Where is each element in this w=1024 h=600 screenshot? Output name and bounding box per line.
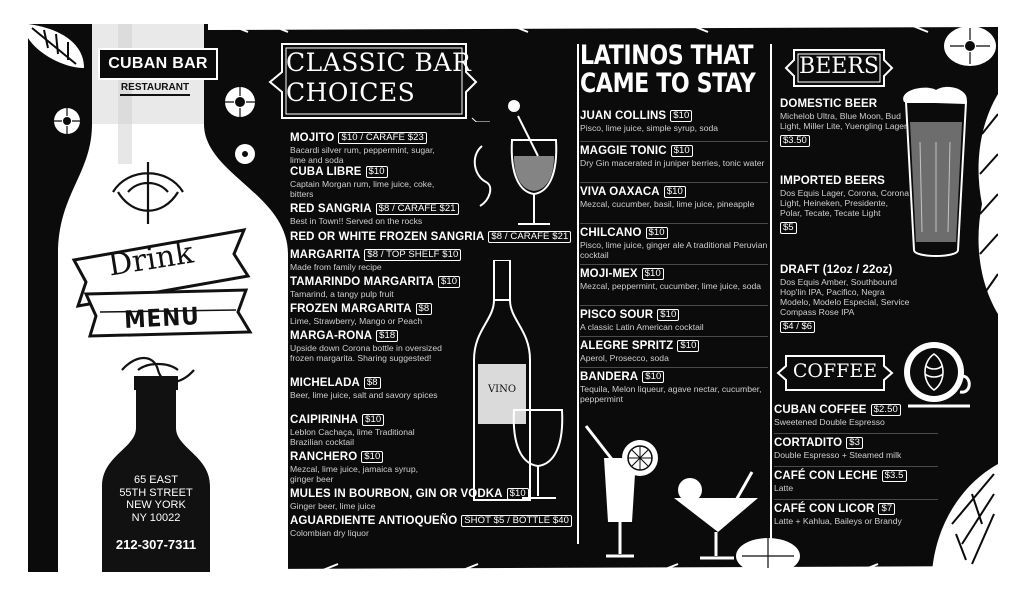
price-tag: $8 / TOP SHELF $10 bbox=[364, 249, 461, 261]
item-name: IMPORTED BEERS bbox=[780, 175, 885, 187]
item-desc: Mezcal, lime juice, jamaica syrup, ginger beer bbox=[290, 464, 418, 484]
flourish-ornament-icon bbox=[108, 162, 188, 224]
item-desc: Tequila, Melon liqueur, agave nectar, cucumber, peppermint bbox=[580, 384, 762, 404]
beers-title: BEERS bbox=[799, 54, 879, 79]
item-desc: Best in Town!! Served on the rocks bbox=[290, 216, 423, 226]
wine-bottle-icon bbox=[468, 260, 568, 510]
beer-group bbox=[780, 175, 910, 264]
price-tag: $10 bbox=[642, 371, 664, 383]
price-tag: $10 bbox=[664, 186, 686, 198]
coffee-title: COFFEE bbox=[792, 360, 878, 382]
latinos-title-line-1: LATINOS THAT bbox=[580, 40, 754, 71]
price-tag: $7 bbox=[878, 503, 895, 515]
banner-word-menu: MENU bbox=[123, 302, 201, 334]
item-desc: Upside down Corona bottle in oversized frozen margarita. Sharing suggested! bbox=[290, 343, 442, 363]
menu-board bbox=[28, 24, 998, 572]
brand-box bbox=[98, 48, 218, 80]
item-desc: Tamarind, a tangy pulp fruit bbox=[290, 289, 394, 299]
list-item bbox=[774, 437, 938, 467]
item-name: CAFÉ CON LICOR bbox=[774, 503, 875, 515]
item-name: DRAFT (12oz / 22oz) bbox=[780, 264, 893, 276]
item-name: MICHELADA bbox=[290, 377, 360, 389]
item-name: MAGGIE TONIC bbox=[580, 145, 667, 157]
beer-glass-icon bbox=[896, 82, 976, 264]
phone-number: 212-307-7311 bbox=[115, 537, 197, 552]
item-desc: Leblon Cachaça, lime Traditional Brazilian cocktail bbox=[290, 427, 415, 447]
hibiscus-flower-icon bbox=[222, 84, 258, 120]
item-name: MARGA-RONA bbox=[290, 330, 373, 342]
list-item bbox=[580, 268, 768, 306]
item-name: RED SANGRIA bbox=[290, 203, 372, 215]
hibiscus-flower-icon bbox=[232, 142, 258, 166]
item-name: JUAN COLLINS bbox=[580, 110, 667, 122]
wine-glass-icon bbox=[468, 96, 568, 226]
item-desc: Mezcal, peppermint, cucumber, lime juice, soda bbox=[580, 281, 762, 291]
list-item bbox=[580, 110, 768, 142]
item-desc: Mezcal, cucumber, basil, lime juice, pineapple bbox=[580, 199, 755, 209]
price-tag: $3 bbox=[846, 437, 863, 449]
item-desc: Dos Equis Amber, Southbound Hop'lin IPA, Pacifico, Negra Modelo, Modelo Especial, Service Compass Rose IPA bbox=[780, 277, 910, 317]
brand-name: CUBAN BAR bbox=[108, 55, 208, 72]
list-item bbox=[580, 186, 768, 224]
item-name: FROZEN MARGARITA bbox=[290, 303, 412, 315]
tropical-leaf-icon bbox=[208, 24, 998, 34]
classic-title-line-1: CLASSIC BAR bbox=[286, 48, 472, 77]
list-item bbox=[580, 145, 768, 183]
item-name: CHILCANO bbox=[580, 227, 642, 239]
column-divider bbox=[577, 44, 579, 544]
address-line-3: NEW YORK bbox=[126, 499, 186, 511]
hibiscus-flower-icon bbox=[50, 106, 84, 136]
latinos-list bbox=[580, 110, 768, 407]
item-name: DOMESTIC BEER bbox=[780, 98, 878, 110]
item-name: CAIPIRINHA bbox=[290, 414, 359, 426]
item-name: ALEGRE SPRITZ bbox=[580, 340, 674, 352]
address-line-4: NY 10022 bbox=[131, 511, 181, 524]
item-name: MARGARITA bbox=[290, 249, 361, 261]
price-tag: $8 bbox=[416, 303, 433, 315]
wine-label-text: VINO bbox=[487, 384, 517, 395]
item-name: MULES IN BOURBON, GIN OR VODKA bbox=[290, 488, 503, 500]
item-desc: Captain Morgan rum, lime juice, coke, bitters bbox=[290, 179, 435, 199]
item-desc: Bacardi silver rum, peppermint, sugar, lime and soda bbox=[290, 145, 435, 165]
item-name: TAMARINDO MARGARITA bbox=[290, 276, 434, 288]
price-tag: $8 / CARAFE $21 bbox=[376, 203, 459, 215]
price-tag: $3.50 bbox=[780, 135, 810, 147]
list-item bbox=[580, 227, 768, 265]
price-tag: SHOT $5 / BOTTLE $40 bbox=[461, 515, 572, 527]
price-tag: $8 / CARAFE $21 bbox=[488, 231, 571, 243]
item-desc: Sweetened Double Espresso bbox=[774, 417, 885, 427]
hibiscus-flower-icon bbox=[934, 24, 998, 74]
price-tag: $4 / $6 bbox=[780, 321, 815, 333]
address-line-2: 55TH STREET bbox=[119, 486, 193, 499]
item-desc: Lime, Strawberry, Mango or Peach bbox=[290, 316, 423, 326]
item-desc: Pisco, lime juice, simple syrup, soda bbox=[580, 123, 719, 133]
item-name: BANDERA bbox=[580, 371, 639, 383]
price-tag: $2.50 bbox=[871, 404, 901, 416]
brand-subtitle: RESTAURANT bbox=[120, 82, 190, 96]
address-line-1: 65 EAST bbox=[133, 474, 179, 486]
item-desc: Pisco, lime juice, ginger ale A traditional Peruvian cocktail bbox=[580, 240, 768, 260]
list-item bbox=[580, 371, 768, 407]
price-tag: $10 bbox=[677, 340, 699, 352]
tropical-leaf-icon bbox=[28, 24, 88, 74]
price-tag: $10 bbox=[670, 110, 692, 122]
item-name: PISCO SOUR bbox=[580, 309, 654, 321]
price-tag: $10 bbox=[657, 309, 679, 321]
price-tag: $3.5 bbox=[882, 470, 907, 482]
item-name: CUBAN COFFEE bbox=[774, 404, 867, 416]
item-desc: Latte + Kahlua, Baileys or Brandy bbox=[774, 516, 902, 526]
beers-list bbox=[780, 98, 910, 348]
price-tag: $10 bbox=[671, 145, 693, 157]
price-tag: $10 bbox=[362, 414, 384, 426]
item-name: RANCHERO bbox=[290, 451, 358, 463]
list-item bbox=[290, 231, 590, 249]
price-tag: $10 bbox=[646, 227, 668, 239]
price-tag: $18 bbox=[376, 330, 398, 342]
item-desc: Michelob Ultra, Blue Moon, Bud Light, Miller Lite, Yuengling Lager bbox=[780, 111, 907, 131]
price-tag: $10 bbox=[361, 451, 383, 463]
item-name: MOJITO bbox=[290, 132, 335, 144]
item-name: MOJI-MEX bbox=[580, 268, 638, 280]
list-item bbox=[774, 404, 938, 434]
price-tag: $10 bbox=[507, 488, 529, 500]
item-name: VIVA OAXACA bbox=[580, 186, 660, 198]
item-desc: Dos Equis Lager, Corona, Corona Light, Heineken, Presidente, Polar, Tecate, Tecate Light bbox=[780, 188, 909, 218]
item-name: CUBA LIBRE bbox=[290, 166, 362, 178]
price-tag: $10 bbox=[366, 166, 388, 178]
column-divider bbox=[770, 44, 772, 554]
item-desc: Beer, lime juice, salt and savory spices bbox=[290, 390, 438, 400]
address-block bbox=[104, 474, 208, 524]
list-item bbox=[774, 470, 938, 500]
item-desc: Double Espresso + Steamed milk bbox=[774, 450, 902, 460]
price-tag: $10 bbox=[642, 268, 664, 280]
classic-title-line-2: CHOICES bbox=[286, 78, 416, 107]
item-name: CAFÉ CON LECHE bbox=[774, 470, 878, 482]
price-tag: $10 / CARAFE $23 bbox=[338, 132, 426, 144]
item-desc: Colombian dry liquor bbox=[290, 528, 369, 538]
coffee-list bbox=[774, 404, 938, 532]
list-item bbox=[290, 515, 590, 542]
item-name: RED OR WHITE FROZEN SANGRIA bbox=[290, 231, 485, 243]
latinos-title-line-2: CAME TO STAY bbox=[580, 68, 756, 99]
tropical-leaf-icon bbox=[258, 562, 998, 572]
list-item bbox=[774, 503, 938, 532]
item-desc: A classic Latin American cocktail bbox=[580, 322, 704, 332]
banner-word-drink: Drink bbox=[105, 235, 196, 284]
tropical-leaf-icon bbox=[932, 464, 998, 572]
price-tag: $10 bbox=[438, 276, 460, 288]
list-item bbox=[580, 340, 768, 368]
price-tag: $5 bbox=[780, 222, 797, 234]
item-desc: Latte bbox=[774, 483, 794, 493]
item-desc: Aperol, Prosecco, soda bbox=[580, 353, 669, 363]
hibiscus-flower-icon bbox=[734, 526, 804, 572]
item-desc: Ginger beer, lime juice bbox=[290, 501, 376, 511]
item-name: AGUARDIENTE ANTIOQUEÑO bbox=[290, 515, 458, 527]
beer-group bbox=[780, 98, 910, 175]
beer-group bbox=[780, 264, 910, 348]
item-desc: Dry Gin macerated in juniper berries, tonic water bbox=[580, 158, 765, 168]
price-tag: $8 bbox=[364, 377, 381, 389]
tropical-leaf-icon bbox=[974, 94, 998, 314]
item-desc: Made from family recipe bbox=[290, 262, 382, 272]
latinos-title bbox=[580, 42, 800, 98]
item-name: CORTADITO bbox=[774, 437, 843, 449]
list-item bbox=[580, 309, 768, 337]
